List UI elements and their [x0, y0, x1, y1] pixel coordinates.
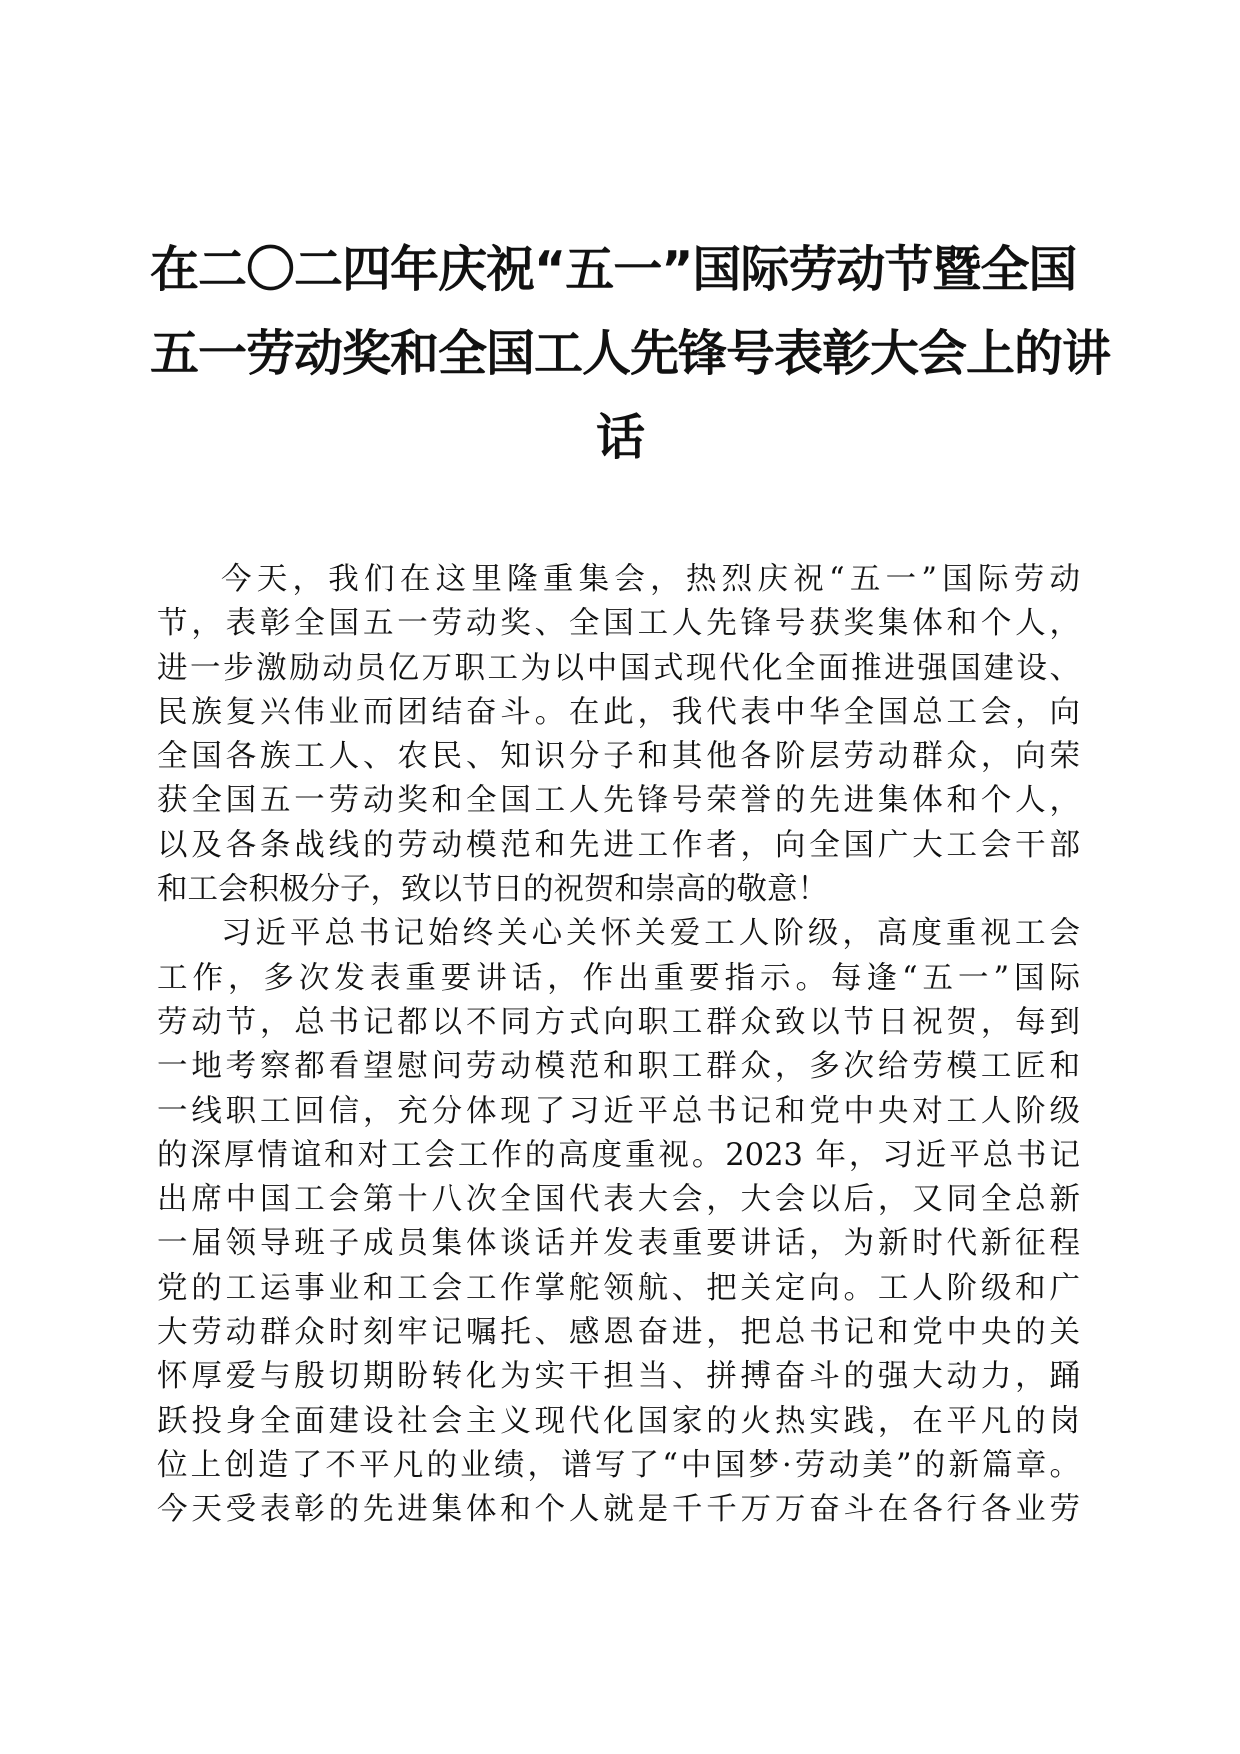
text-line: 今天，我们在这里隆重集会，热烈庆祝“五一”国际劳动	[221, 562, 1080, 597]
document-body	[157, 558, 1080, 1533]
text-line: 跃投身全面建设社会主义现代化国家的火热实践，在平凡的岗	[157, 1403, 1080, 1439]
title-line: 话	[595, 409, 644, 466]
text-line: 一届领导班子成员集体谈话并发表重要讲话，为新时代新征程	[157, 1226, 1080, 1262]
text-line: 习近平总书记始终关心关怀关爱工人阶级，高度重视工会	[221, 916, 1080, 952]
document-title	[150, 228, 1111, 480]
text-line: 节，表彰全国五一劳动奖、全国工人先锋号获奖集体和个人，	[157, 606, 1080, 642]
text-line: 和工会积极分子，致以节日的祝贺和崇高的敬意！	[157, 872, 828, 908]
text-line: 工作，多次发表重要讲话，作出重要指示。每逢“五一”国际	[157, 960, 1080, 996]
text-line: 大劳动群众时刻牢记嘱托、感恩奋进，把总书记和党中央的关	[157, 1315, 1080, 1351]
text-line: 出席中国工会第十八次全国代表大会，大会以后，又同全总新	[157, 1182, 1080, 1218]
text-line: 获全国五一劳动奖和全国工人先锋号荣誉的先进集体和个人，	[157, 783, 1080, 819]
paragraph-1	[157, 558, 1080, 912]
text-line: 一地考察都看望慰问劳动模范和职工群众，多次给劳模工匠和	[157, 1049, 1080, 1085]
text-line: 全国各族工人、农民、知识分子和其他各阶层劳动群众，向荣	[157, 739, 1080, 775]
text-line: 怀厚爱与殷切期盼转化为实干担当、拼搏奋斗的强大动力，踊	[157, 1359, 1080, 1395]
title-line: 在二〇二四年庆祝“五一”国际劳动节暨全国	[150, 241, 1077, 298]
text-line: 一线职工回信，充分体现了习近平总书记和党中央对工人阶级	[157, 1093, 1080, 1129]
text-line: 的深厚情谊和对工会工作的高度重视。2023 年，习近平总书记	[157, 1137, 1080, 1173]
text-line: 民族复兴伟业而团结奋斗。在此，我代表中华全国总工会，向	[157, 694, 1080, 730]
text-line: 位上创造了不平凡的业绩，谱写了“中国梦·劳动美”的新篇章。	[157, 1447, 1080, 1483]
paragraph-2	[157, 912, 1080, 1532]
text-line: 劳动节，总书记都以不同方式向职工群众致以节日祝贺，每到	[157, 1004, 1080, 1040]
text-line: 进一步激励动员亿万职工为以中国式现代化全面推进强国建设、	[157, 650, 1080, 686]
text-line: 以及各条战线的劳动模范和先进工作者，向全国广大工会干部	[157, 827, 1080, 863]
text-line: 今天受表彰的先进集体和个人就是千千万万奋斗在各行各业劳	[157, 1492, 1080, 1528]
text-line: 党的工运事业和工会工作掌舵领航、把关定向。工人阶级和广	[157, 1270, 1080, 1306]
title-line: 五一劳动奖和全国工人先锋号表彰大会上的讲	[150, 325, 1111, 382]
